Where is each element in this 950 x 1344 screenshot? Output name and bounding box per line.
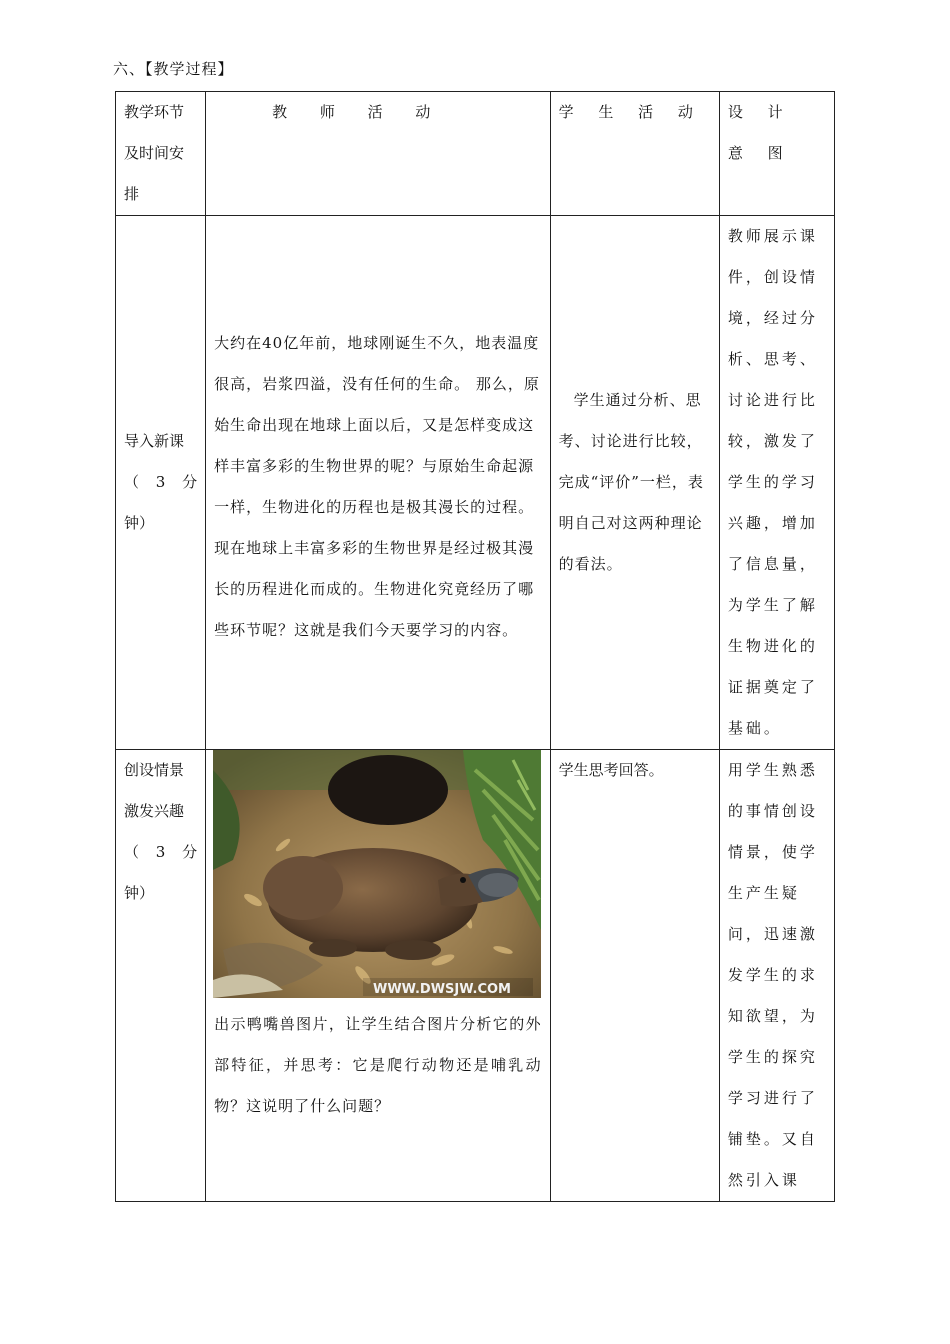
section-heading: 六、【教学过程】 bbox=[113, 60, 234, 78]
time-open: （ bbox=[124, 843, 140, 861]
teaching-process-table bbox=[115, 91, 835, 1202]
table-row bbox=[116, 216, 835, 750]
time-value: 3 bbox=[155, 843, 166, 861]
stage-name: 导入新课 bbox=[124, 432, 185, 450]
stage-name: 创设情景激发兴趣 bbox=[124, 761, 185, 820]
time-open: （ bbox=[124, 473, 140, 491]
header-teacher-activity: 教 师 活 动 bbox=[206, 92, 550, 216]
stage-cell bbox=[116, 750, 206, 1202]
teacher-activity-text: 出示鸭嘴兽图片，让学生结合图片分析它的外部特征，并思考：它是爬行动物还是哺乳动物？这说明了什么问题？ bbox=[214, 1015, 542, 1115]
header-design-intent: 设 计 意 图 bbox=[719, 92, 834, 216]
design-intent-cell: 用学生熟悉的事情创设情景，使学生产生疑问，迅速激发学生的求知欲望，为学生的探究学习进行了铺垫。又自然引入课 bbox=[719, 750, 834, 1202]
stage-time bbox=[124, 832, 197, 873]
stage-time bbox=[124, 462, 197, 503]
time-value: 3 bbox=[155, 473, 166, 491]
stage-time-end: 钟） bbox=[124, 884, 155, 902]
time-unit: 分 bbox=[182, 843, 198, 861]
platypus-photo bbox=[213, 750, 541, 998]
header-student-activity: 学 生 活 动 bbox=[550, 92, 719, 216]
design-intent-cell: 教师展示课件，创设情境，经过分析、思考、讨论进行比较，激发了学生的学习兴趣，增加了信息量，为学生了解生物进化的证据奠定了基础。 bbox=[719, 216, 834, 750]
stage-cell bbox=[116, 216, 206, 750]
teacher-activity-cell: 大约在40亿年前，地球刚诞生不久，地表温度很高，岩浆四溢，没有任何的生命。 那么，原始生命出现在地球上面以后，又是怎样变成这样丰富多彩的生物世界的呢？与原始生命起源一样，生物进化的历程也是极其漫长的过程。现在地球上丰富多彩的生物世界是经过极其漫长的历程进化而成的。生物进化究竟经历了哪些环节呢？这就是我们今天要学习的内容。 bbox=[206, 216, 550, 750]
teacher-activity-cell bbox=[206, 750, 550, 1202]
student-activity-cell: 学生通过分析、思考、讨论进行比较，完成“评价”一栏，表明自己对这两种理论的看法。 bbox=[550, 216, 719, 750]
photo-watermark: WWW.DWSJW.COM bbox=[373, 982, 512, 997]
time-unit: 分 bbox=[182, 473, 198, 491]
student-activity-cell: 学生思考回答。 bbox=[550, 750, 719, 1202]
table-header-row bbox=[116, 92, 835, 216]
header-stage: 教学环节及时间安排 bbox=[116, 92, 206, 216]
table-row bbox=[116, 750, 835, 1202]
stage-time-end: 钟） bbox=[124, 514, 155, 532]
